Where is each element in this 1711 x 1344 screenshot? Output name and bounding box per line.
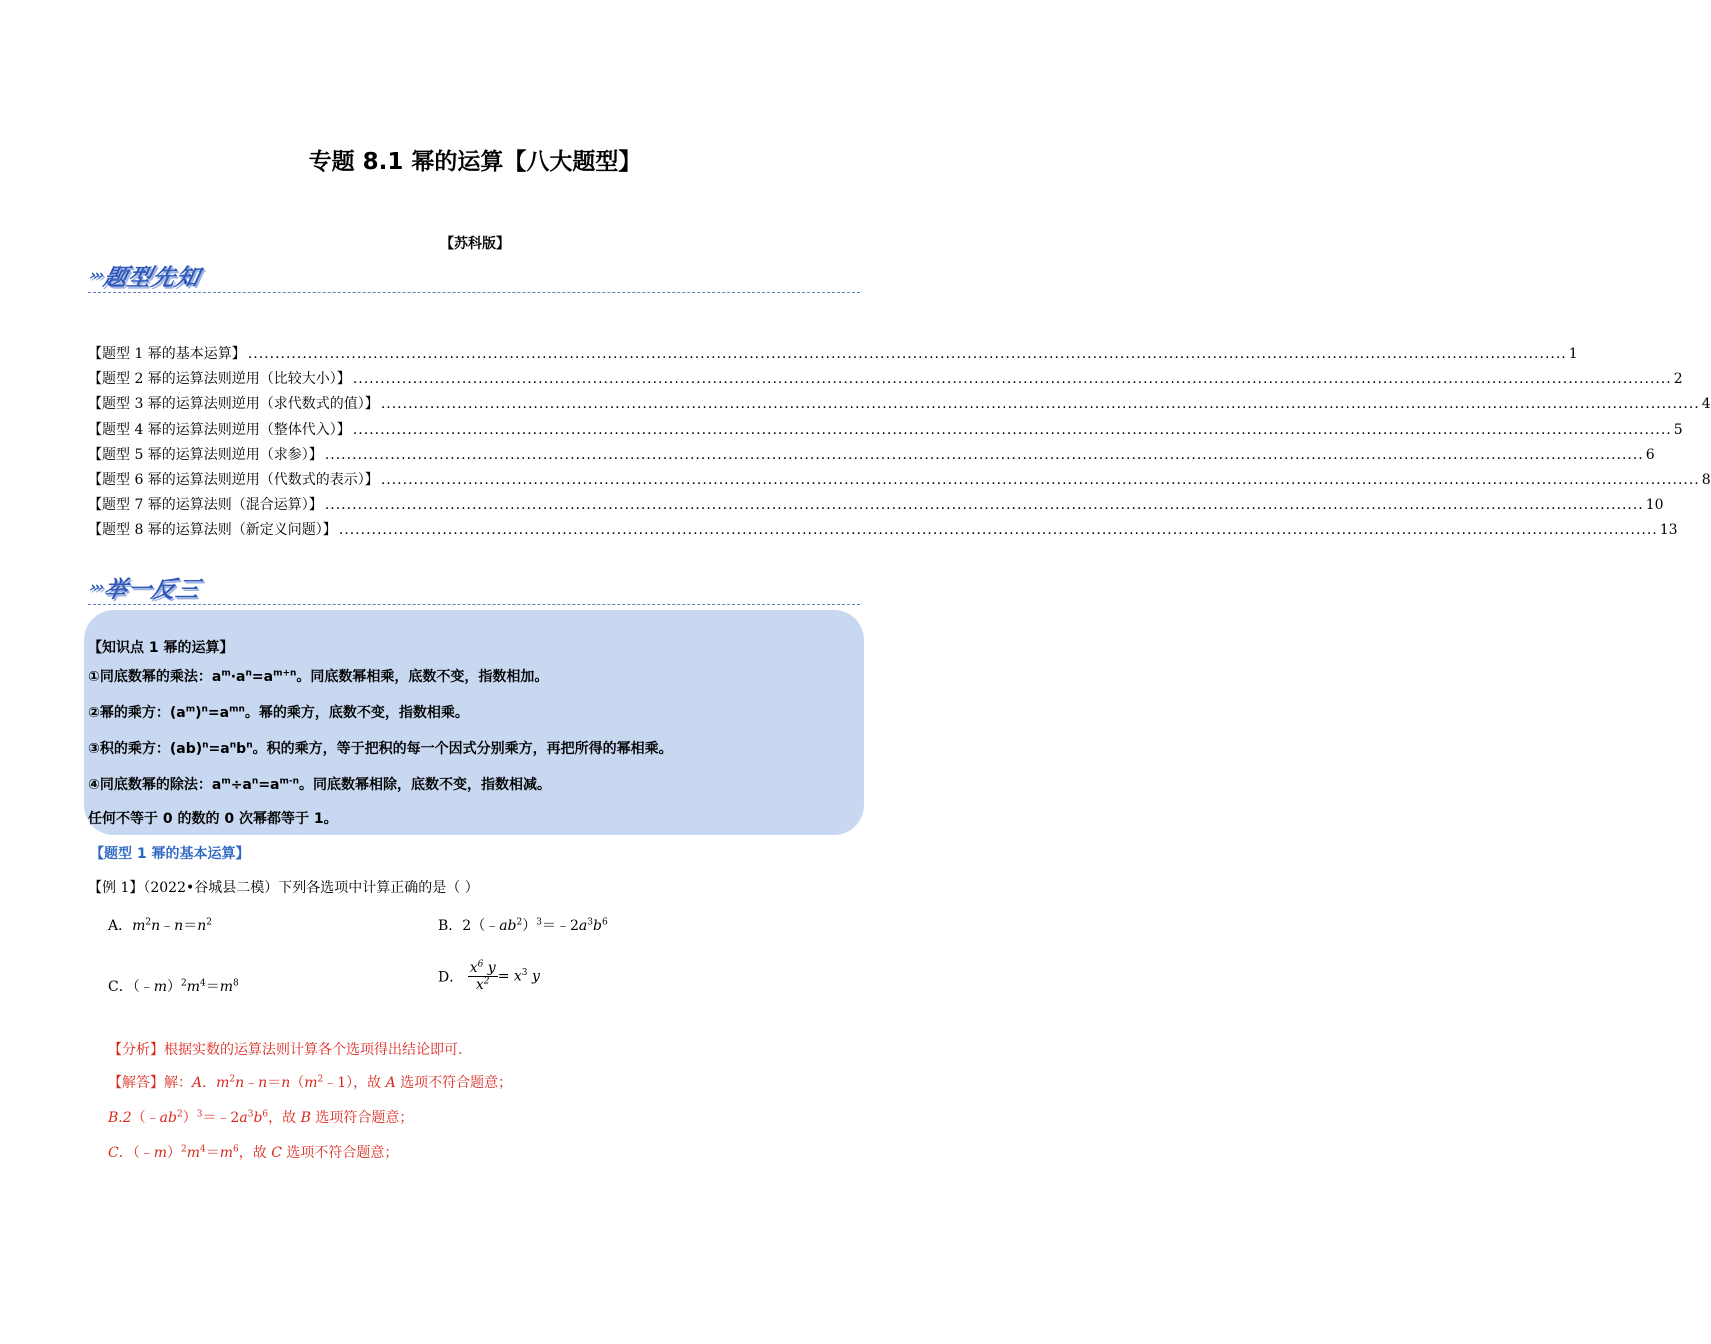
- knowledge-heading: 【知识点 1 幂的运算】: [88, 640, 234, 656]
- banner-examples: [87, 572, 204, 602]
- knowledge-rule-1: ①同底数幂的乘法：$a^m\cdot a^n=a^{m+n}$。同底数幂相乘，底数不变，指数相加。: [88, 668, 549, 685]
- example-question: 【例 1】（2022•谷城县二模）下列各选项中计算正确的是（ ）: [88, 880, 479, 896]
- page-title: 专题 8.1 幂的运算【八大题型】: [308, 149, 642, 175]
- toc-item[interactable]: 【题型 5 幂的运算法则逆用（求参）】 .................................................................................................................................................................................................................................................. 6: [88, 446, 1655, 463]
- toc-item[interactable]: 【题型 4 幂的运算法则逆用（整体代入）】 .................................................................................................................................................................................................................................................. 5: [88, 421, 1683, 438]
- toc-item[interactable]: 【题型 2 幂的运算法则逆用（比较大小）】 .................................................................................................................................................................................................................................................. 2: [88, 371, 1683, 388]
- section-heading: 【题型 1 幂的基本运算】: [90, 846, 250, 862]
- banner-question-types: [87, 260, 204, 290]
- knowledge-box: [84, 610, 864, 835]
- answer-line-b: $B.2(﹣ab^2)^3=﹣2a^3b^6$，故 B 选项符合题意；: [108, 1109, 414, 1126]
- option-c[interactable]: C．$(﹣m)^2m^4=m^8$: [108, 978, 239, 995]
- toc-item[interactable]: 【题型 1 幂的基本运算】 .................................................................................................................................................................................................................................................. 1: [88, 346, 1578, 362]
- option-d[interactable]: D． $\frac{x^6 y}{x^2}$ = $x^3$ y: [438, 959, 540, 993]
- knowledge-rule-5: 任何不等于 0 的数的 0 次幂都等于 1。: [88, 811, 338, 827]
- analysis-text: 【分析】根据实数的运算法则计算各个选项得出结论即可.: [108, 1042, 463, 1058]
- divider: [88, 292, 860, 293]
- edition-label: 【苏科版】: [440, 236, 510, 252]
- fraction: $\frac{x^6 y}{x^2}$: [469, 959, 496, 993]
- divider: [88, 604, 860, 605]
- knowledge-rule-4: ④同底数幂的除法：$a^m\div a^n=a^{m-n}$。同底数幂相除，底数不变，指数相减。: [88, 776, 552, 793]
- option-b[interactable]: B．$2(﹣ab^2)^3=﹣2a^3b^6$: [438, 917, 608, 934]
- knowledge-rule-2: ②幂的乘方：$(a^m)^n=a^{mn}$。幂的乘方，底数不变，指数相乘。: [88, 704, 469, 721]
- triple-arrow-icon: ›››: [88, 266, 105, 284]
- toc-item[interactable]: 【题型 8 幂的运算法则（新定义问题）】 .................................................................................................................................................................................................................................................. 13: [88, 522, 1678, 539]
- toc-item[interactable]: 【题型 7 幂的运算法则（混合运算）】 .................................................................................................................................................................................................................................................. 10: [88, 497, 1664, 514]
- answer-line-a: 【解答】解：A．$m^2n﹣n=n(m^2﹣1)$，故 A 选项不符合题意；: [108, 1074, 513, 1091]
- banner-text: 题型先知: [101, 264, 203, 291]
- knowledge-rule-3: ③积的乘方：$(ab)^n=a^nb^n$。积的乘方，等于把积的每一个因式分别乘方，再把所得的幂相乘。: [88, 740, 673, 757]
- banner-text: 举一反三: [101, 576, 203, 603]
- answer-line-c: C．$(﹣m)^2m^4=m^6$，故 C 选项不符合题意；: [108, 1144, 399, 1161]
- toc-item[interactable]: 【题型 6 幂的运算法则逆用（代数式的表示）】 .................................................................................................................................................................................................................................................. 8: [88, 471, 1711, 488]
- table-of-contents: [88, 343, 1711, 545]
- triple-arrow-icon: ›››: [88, 578, 105, 596]
- option-a[interactable]: A．$m^2n﹣n=n^2$: [108, 917, 212, 934]
- toc-item[interactable]: 【题型 3 幂的运算法则逆用（求代数式的值）】 .................................................................................................................................................................................................................................................. 4: [88, 396, 1711, 413]
